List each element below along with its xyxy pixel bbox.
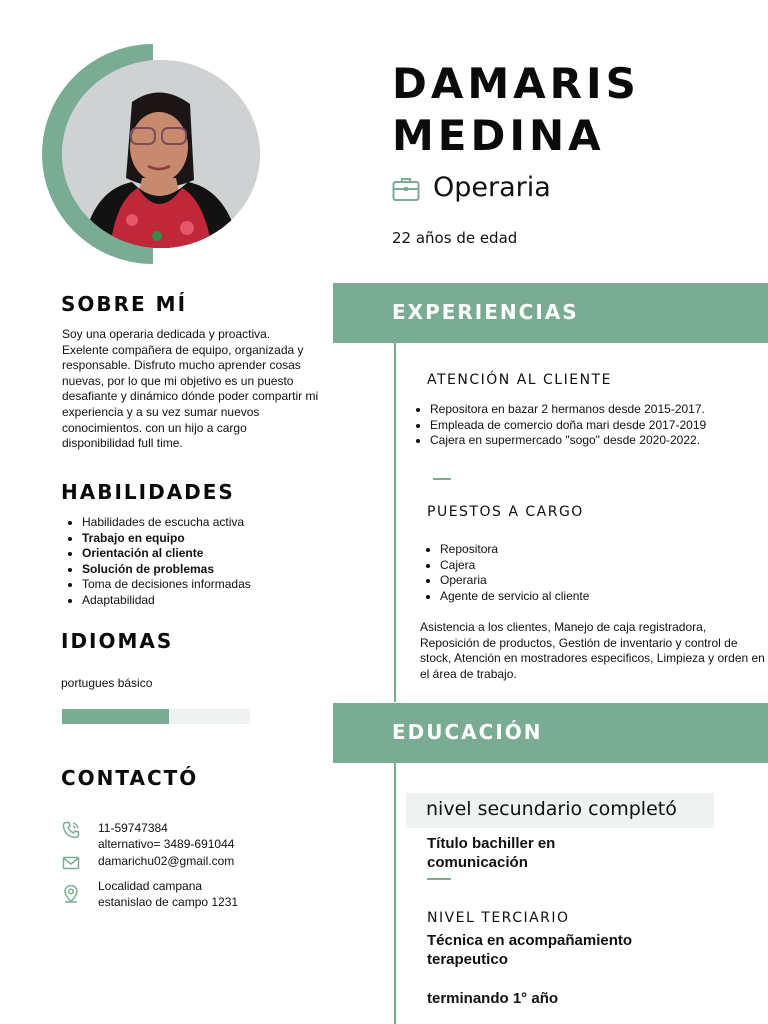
skill-item: Adaptabilidad bbox=[62, 593, 322, 609]
skill-item: Orientación al cliente bbox=[62, 546, 322, 562]
language-level-fill bbox=[62, 709, 169, 724]
contact-address bbox=[62, 879, 238, 910]
experience-item: Repositora en bazar 2 hermanos desde 2015-2017. bbox=[410, 402, 765, 418]
skills-title: HABILIDADES bbox=[61, 480, 235, 504]
address-line-1: Localidad campana bbox=[98, 879, 203, 893]
tertiary-level: NIVEL TERCIARIO bbox=[427, 910, 570, 926]
phone-primary[interactable]: 11-59747384 bbox=[98, 821, 168, 835]
address-line-2: estanislao de campo 1231 bbox=[98, 894, 239, 909]
skill-item: Trabajo en equipo bbox=[62, 531, 322, 547]
contact-title: CONTACTÓ bbox=[61, 766, 199, 790]
email-address[interactable]: damarichu02@gmail.com bbox=[98, 854, 235, 868]
experience-title: EXPERIENCIAS bbox=[392, 300, 579, 324]
secondary-degree-line-2: comunicación bbox=[427, 854, 528, 871]
contact-email bbox=[62, 854, 234, 870]
position-item: Operaria bbox=[420, 573, 750, 589]
skill-item: Solución de problemas bbox=[62, 562, 322, 578]
about-title: SOBRE MÍ bbox=[61, 292, 188, 316]
tertiary-degree-line-2: terapeutico bbox=[427, 951, 508, 968]
tertiary-status: terminando 1° año bbox=[427, 990, 559, 1007]
name-line-1: DAMARIS bbox=[392, 59, 640, 108]
job-title: Operaria bbox=[433, 172, 551, 203]
languages-title: IDIOMAS bbox=[61, 629, 174, 653]
about-text: Soy una operaria dedicada y proactiva. Exelente compañera de equipo, organizada y responsable. Disfruto mucho aprender cosas nuevas, por lo que mi objetivo es un puesto desafiante y dinámico dónde poder compartir mi experiencia y a su vez sumar nuevos conocimientos. con un hijo a cargo disponibilidad full time. bbox=[62, 327, 319, 451]
tertiary-degree bbox=[427, 931, 632, 969]
education-timeline-line bbox=[394, 763, 396, 1024]
education-divider bbox=[427, 878, 451, 880]
age-text: 22 años de edad bbox=[392, 229, 518, 247]
experience-item: Cajera en supermercado "sogo" desde 2020-2022. bbox=[410, 433, 765, 449]
experience-list bbox=[410, 402, 765, 449]
secondary-degree-line-1: Título bachiller en bbox=[427, 835, 556, 852]
phone-icon bbox=[62, 821, 80, 839]
section-divider bbox=[433, 478, 451, 480]
candidate-name bbox=[392, 58, 640, 162]
secondary-degree bbox=[427, 834, 555, 872]
phone-alternative[interactable]: alternativo= 3489-691044 bbox=[98, 836, 235, 851]
education-title: EDUCACIÓN bbox=[392, 720, 543, 744]
position-item: Agente de servicio al cliente bbox=[420, 589, 750, 605]
experience-section-title: ATENCIÓN AL CLIENTE bbox=[427, 372, 612, 388]
location-pin-icon bbox=[62, 885, 80, 903]
tasks-text: Asistencia a los clientes, Manejo de caja registradora, Reposición de productos, Gestión de inventario y control de stock, Atención en mostradores especificos, Limpieza y orden en el área de trabajo. bbox=[420, 620, 765, 681]
position-item: Cajera bbox=[420, 558, 750, 574]
contact-phone bbox=[62, 821, 234, 852]
skills-list bbox=[62, 515, 322, 609]
positions-list bbox=[420, 542, 750, 604]
experience-timeline-line bbox=[394, 343, 396, 702]
tertiary-degree-line-1: Técnica en acompañamiento bbox=[427, 932, 633, 949]
position-item: Repositora bbox=[420, 542, 750, 558]
profile-photo bbox=[62, 60, 260, 248]
skill-item: Toma de decisiones informadas bbox=[62, 577, 322, 593]
name-line-2: MEDINA bbox=[392, 111, 605, 160]
mail-icon bbox=[62, 854, 80, 872]
positions-section-title: PUESTOS A CARGO bbox=[427, 504, 584, 520]
language-item: portugues básico bbox=[61, 676, 153, 690]
experience-item: Empleada de comercio doña mari desde 2017-2019 bbox=[410, 418, 765, 434]
skill-item: Habilidades de escucha activa bbox=[62, 515, 322, 531]
briefcase-icon bbox=[392, 176, 420, 202]
secondary-level: nivel secundario completó bbox=[426, 798, 677, 820]
